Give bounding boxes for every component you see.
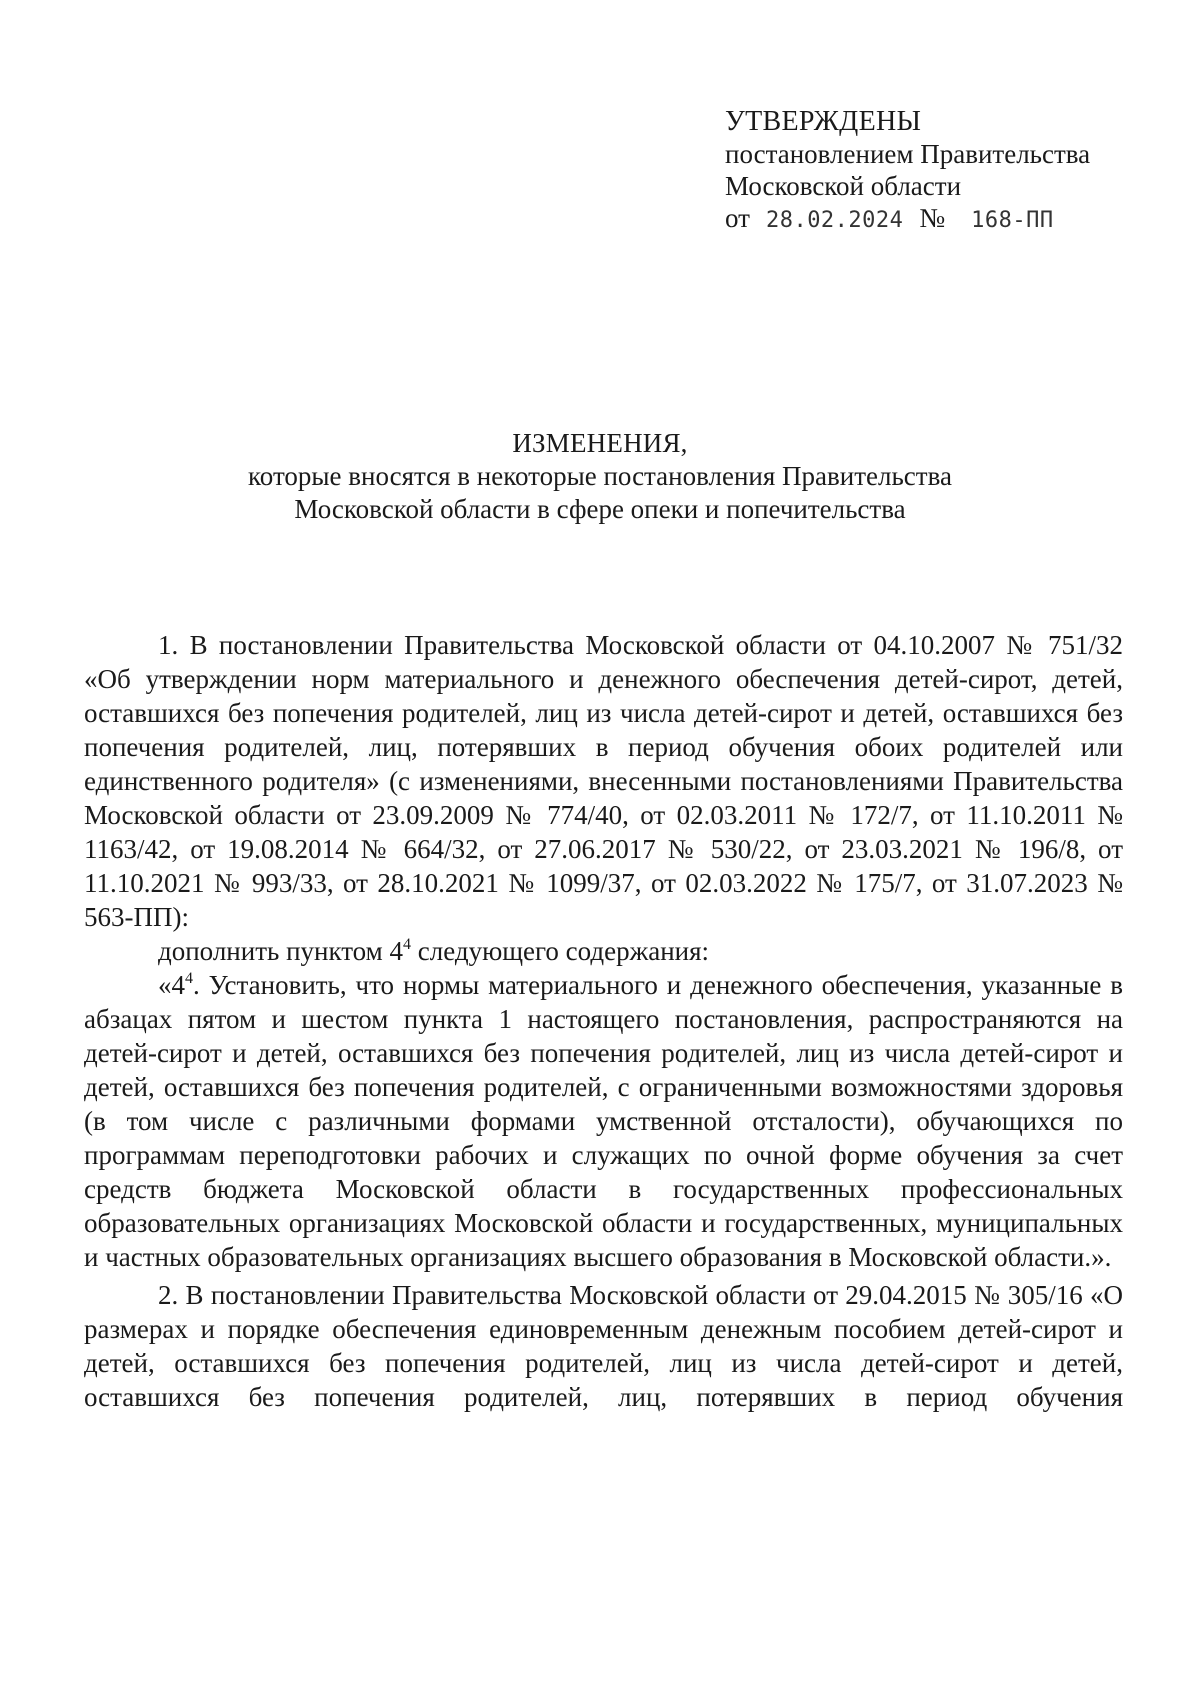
document-body bbox=[84, 628, 1123, 1414]
paragraph-1: 1. В постановлении Правительства Московской области от 04.10.2007 № 751/32 «Об утверждении норм материального и денежного обеспечения детей-сирот, детей, оставшихся без попечения родителей, лиц из числа детей-сирот и детей, оставшихся без попечения родителей, лиц, потерявших в период обучения обоих родителей или единственного родителя» (с изменениями, внесенными постановлениями Правительства Московской области от 23.09.2009 № 774/40, от 02.03.2011 № 172/7, от 11.10.2011 № 1163/42, от 19.08.2014 № 664/32, от 27.06.2017 № 530/22, от 23.03.2021 № 196/8, от 11.10.2021 № 993/33, от 28.10.2021 № 1099/37, от 02.03.2022 № 175/7, от 31.07.2023 № 563-ПП): bbox=[84, 630, 1123, 932]
paragraph-3-superscript: 4 bbox=[185, 970, 193, 987]
paragraph-3 bbox=[84, 968, 1123, 1274]
paragraph-2 bbox=[84, 934, 1123, 968]
approval-line-2: Московской области bbox=[725, 171, 962, 201]
paragraph-3-end: . Установить, что нормы материального и денежного обеспечения, указанные в абзацах пятом и шестом пункта 1 настоящего постановления, распространяются на детей-сирот и детей, оставшихся без попечения родителей, лиц из числа детей-сирот и детей, оставшихся без попечения родителей, с ограниченными возможностями здоровья (в том числе с различными формами умственной отсталости), обучающихся по программам переподготовки рабочих и служащих по очной форме обучения за счет средств бюджета Московской области в государственных профессиональных образовательных организациях Московской области и государственных, муниципальных и частных образовательных организациях высшего образования в Московской области.». bbox=[84, 970, 1123, 1272]
title-main: ИЗМЕНЕНИЯ, bbox=[512, 428, 688, 458]
paragraph-2-start: дополнить пунктом 4 bbox=[158, 936, 403, 966]
approval-date-prefix: от bbox=[725, 203, 750, 233]
approval-date: 28.02.2024 bbox=[765, 208, 904, 233]
paragraph-4: 2. В постановлении Правительства Московской области от 29.04.2015 № 305/16 «О размерах и порядке обеспечения единовременным денежным пособием детей-сирот и детей, оставшихся без попечения родителей, лиц из числа детей-сирот и детей, оставшихся без попечения родителей, лиц, потерявших в период обучения bbox=[84, 1280, 1123, 1412]
approval-number-sign: № bbox=[919, 203, 946, 233]
approval-date-line bbox=[725, 202, 1165, 237]
approval-stamp bbox=[725, 106, 1165, 237]
document-title bbox=[120, 427, 1080, 526]
paragraph-3-start: «4 bbox=[158, 970, 185, 1000]
approval-number: 168-ПП bbox=[971, 208, 1054, 233]
title-line-1: которые вносятся в некоторые постановления Правительства bbox=[248, 461, 952, 491]
paragraph-2-end: следующего содержания: bbox=[411, 936, 710, 966]
paragraph-2-superscript: 4 bbox=[403, 936, 411, 953]
title-line-2: Московской области в сфере опеки и попечительства bbox=[294, 494, 906, 524]
approval-line-1: постановлением Правительства bbox=[725, 139, 1091, 169]
approval-heading: УТВЕРЖДЕНЫ bbox=[725, 106, 922, 137]
